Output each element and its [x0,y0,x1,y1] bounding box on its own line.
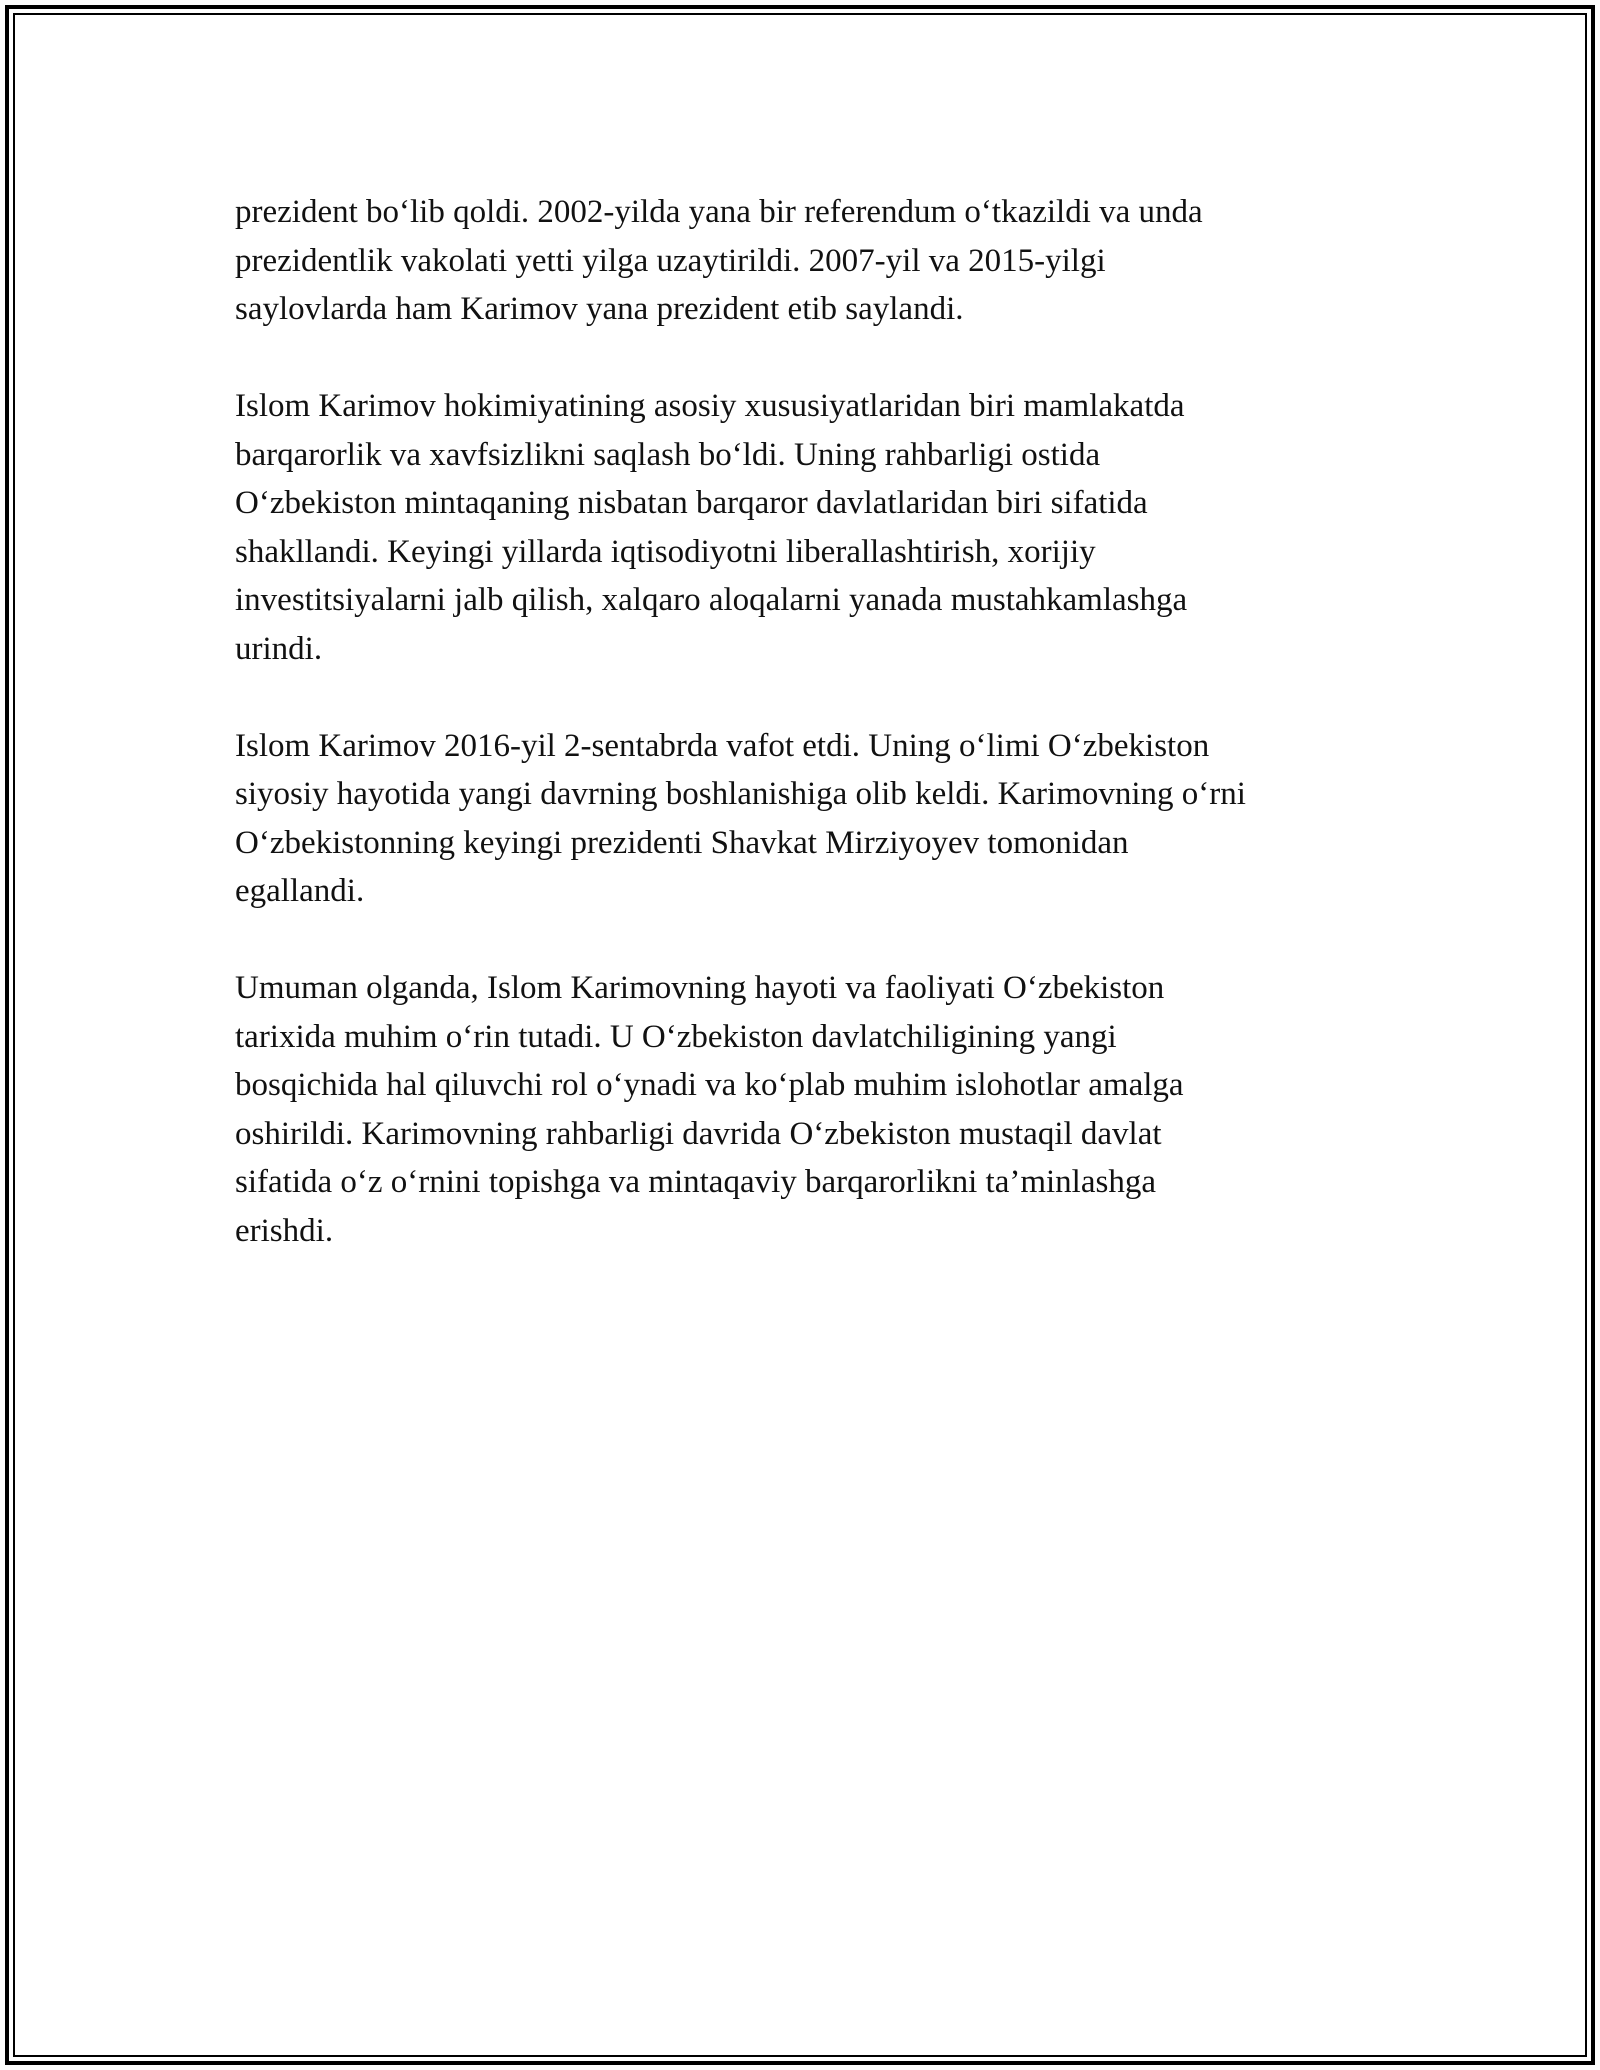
paragraph-4: Umuman olganda, Islom Karimovning hayoti va faoliyati O‘zbekiston tarixida muhim o‘rin tutadi. U O‘zbekiston davlatchiligining yangi bosqichida hal qiluvchi rol o‘ynadi va ko‘plab muhim islohotlar amalga oshirildi. Karimovning rahbarligi davrida O‘zbekiston mustaqil davlat sifatida o‘z o‘rnini topishga va mintaqaviy barqarorlikni ta’minlashga erishdi. [235,970,1184,1249]
paragraph-1: prezident bo‘lib qoldi. 2002-yilda yana bir referendum o‘tkazildi va unda prezidentlik vakolati yetti yilga uzaytirildi. 2007-yil va 2015-yilgi saylovlarda ham Karimov yana prezident etib saylandi. [235,194,1203,327]
paragraph-3: Islom Karimov 2016-yil 2-sentabrda vafot etdi. Uning o‘limi O‘zbekiston siyosiy hayotida yangi davrning boshlanishiga olib keldi. Karimovning o‘rni O‘zbekistonning keyingi prezidenti Shavkat Mirziyoyev tomonidan egallandi. [235,727,1246,909]
paragraph-2: Islom Karimov hokimiyatining asosiy xususiyatlaridan biri mamlakatda barqarorlik va xavfsizlikni saqlash bo‘ldi. Uning rahbarligi ostida O‘zbekiston mintaqaning nisbatan barqaror davlatlaridan biri sifatida shakllandi. Keyingi yillarda iqtisodiyotni liberallashtirish, xorijiy investitsiyalarni jalb qilish, xalqaro aloqalarni yanada mustahkamlashga urindi. [235,388,1188,667]
document-body [235,188,1365,1304]
